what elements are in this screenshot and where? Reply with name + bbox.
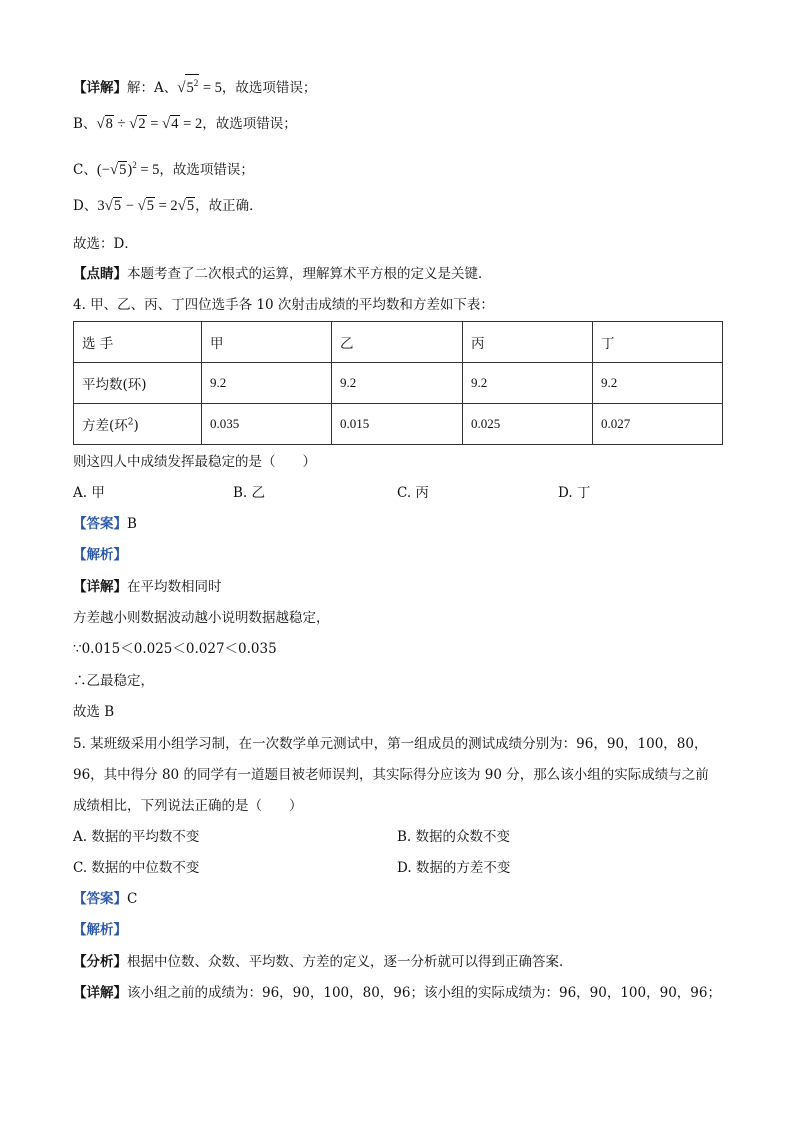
q5-stem-1: 5. 某班级采用小组学习制，在一次数学单元测试中，第一组成员的测试成绩分别为：96，90，100，80， (73, 736, 708, 752)
table-cell: 乙 (332, 322, 463, 363)
table-cell: 9.2 (202, 363, 332, 404)
detail-tag: 【详解】 (73, 579, 127, 595)
q4-option-d: D. 丁 (558, 485, 591, 501)
q3-detail-line-b: B、√8 ÷ √2 = √4 = 2，故选项错误； (73, 116, 297, 132)
q5-analyze: 【分析】根据中位数、众数、平均数、方差的定义，逐一分析就可以得到正确答案． (73, 954, 573, 970)
q3-detail-line-a: 【详解】解：A、$√5^2 = 5$，故选项错误； (73, 74, 316, 98)
score-table (73, 321, 723, 445)
q4-option-c: C. 丙 (397, 485, 429, 501)
table-cell: 选 手 (74, 322, 202, 363)
table-cell: 0.035 (202, 404, 332, 445)
table-cell: 0.027 (593, 404, 723, 445)
detail-tag: 【详解】 (73, 79, 127, 96)
table-row (74, 404, 723, 445)
q4-option-b: B. 乙 (233, 485, 266, 501)
q5-option-a: A. 数据的平均数不变 (73, 829, 200, 845)
q4-line4: ∴乙最稳定， (73, 673, 154, 689)
sqrt-expression: 3√5 − √5 = 2√5 (97, 198, 195, 214)
table-cell: 方差(环$^2$) (74, 404, 202, 445)
table-cell: 9.2 (593, 363, 723, 404)
q5-detail: 【详解】该小组之前的成绩为：96，90，100，80，96；该小组的实际成绩为：96，90，100，90，96； (73, 985, 721, 1001)
q5-answer: 【答案】C (73, 891, 138, 907)
q5-stem-3: 成绩相比，下列说法正确的是（ ） (73, 798, 303, 814)
table-cell: 9.2 (463, 363, 593, 404)
q4-stem: 4. 甲、乙、丙、丁四位选手各 10 次射击成绩的平均数和方差如下表： (73, 297, 494, 313)
detail-tag: 【详解】 (73, 985, 127, 1001)
q5-option-d: D. 数据的方差不变 (397, 860, 511, 876)
table-cell: 甲 (202, 322, 332, 363)
table-cell: 丁 (593, 322, 723, 363)
sqrt-expression: $(-√5)^2 = 5$ (96, 160, 160, 178)
q4-analysis-tag: 【解析】 (73, 547, 127, 563)
q4-detail: 【详解】在平均数相同时 (73, 579, 222, 595)
q4-line2: 方差越小则数据波动越小说明数据越稳定， (73, 610, 330, 626)
q5-option-c: C. 数据的中位数不变 (73, 860, 200, 876)
q4-line3: ∵0.015＜0.025＜0.027＜0.035 (73, 641, 277, 657)
q3-detail-line-d: D、3√5 − √5 = 2√5，故正确． (73, 198, 263, 214)
table-cell: 丙 (463, 322, 593, 363)
table-cell: 平均数(环) (74, 363, 202, 404)
q4-option-a: A. 甲 (73, 485, 105, 501)
comment-tag: 【点睛】 (73, 266, 127, 282)
q5-option-b: B. 数据的众数不变 (397, 829, 511, 845)
answer-tag: 【答案】 (73, 516, 127, 532)
analyze-tag: 【分析】 (73, 954, 127, 970)
q3-choose: 故选：D． (73, 236, 138, 252)
table-header-row (74, 322, 723, 363)
table-row (74, 363, 723, 404)
q3-comment: 【点睛】本题考查了二次根式的运算，理解算术平方根的定义是关键． (73, 266, 492, 282)
sqrt-expression: $√5^2 = 5$ (177, 80, 222, 96)
q4-answer: 【答案】B (73, 516, 137, 532)
table-cell: 9.2 (332, 363, 463, 404)
q5-stem-2: 96，其中得分 80 的同学有一道题目被老师误判，其实际得分应该为 90 分，那么该小组的实际成绩与之前 (73, 767, 709, 783)
q4-question: 则这四人中成绩发挥最稳定的是（ ） (73, 454, 316, 470)
table-cell: 0.025 (463, 404, 593, 445)
table-cell: 0.015 (332, 404, 463, 445)
q5-analysis-tag: 【解析】 (73, 922, 127, 938)
q3-detail-line-c: C、$(-√5)^2 = 5$，故选项错误； (73, 160, 254, 178)
sqrt-expression: √8 ÷ √2 = √4 = 2 (96, 116, 203, 132)
q4-line5: 故选 B (73, 704, 115, 720)
answer-tag: 【答案】 (73, 891, 127, 907)
